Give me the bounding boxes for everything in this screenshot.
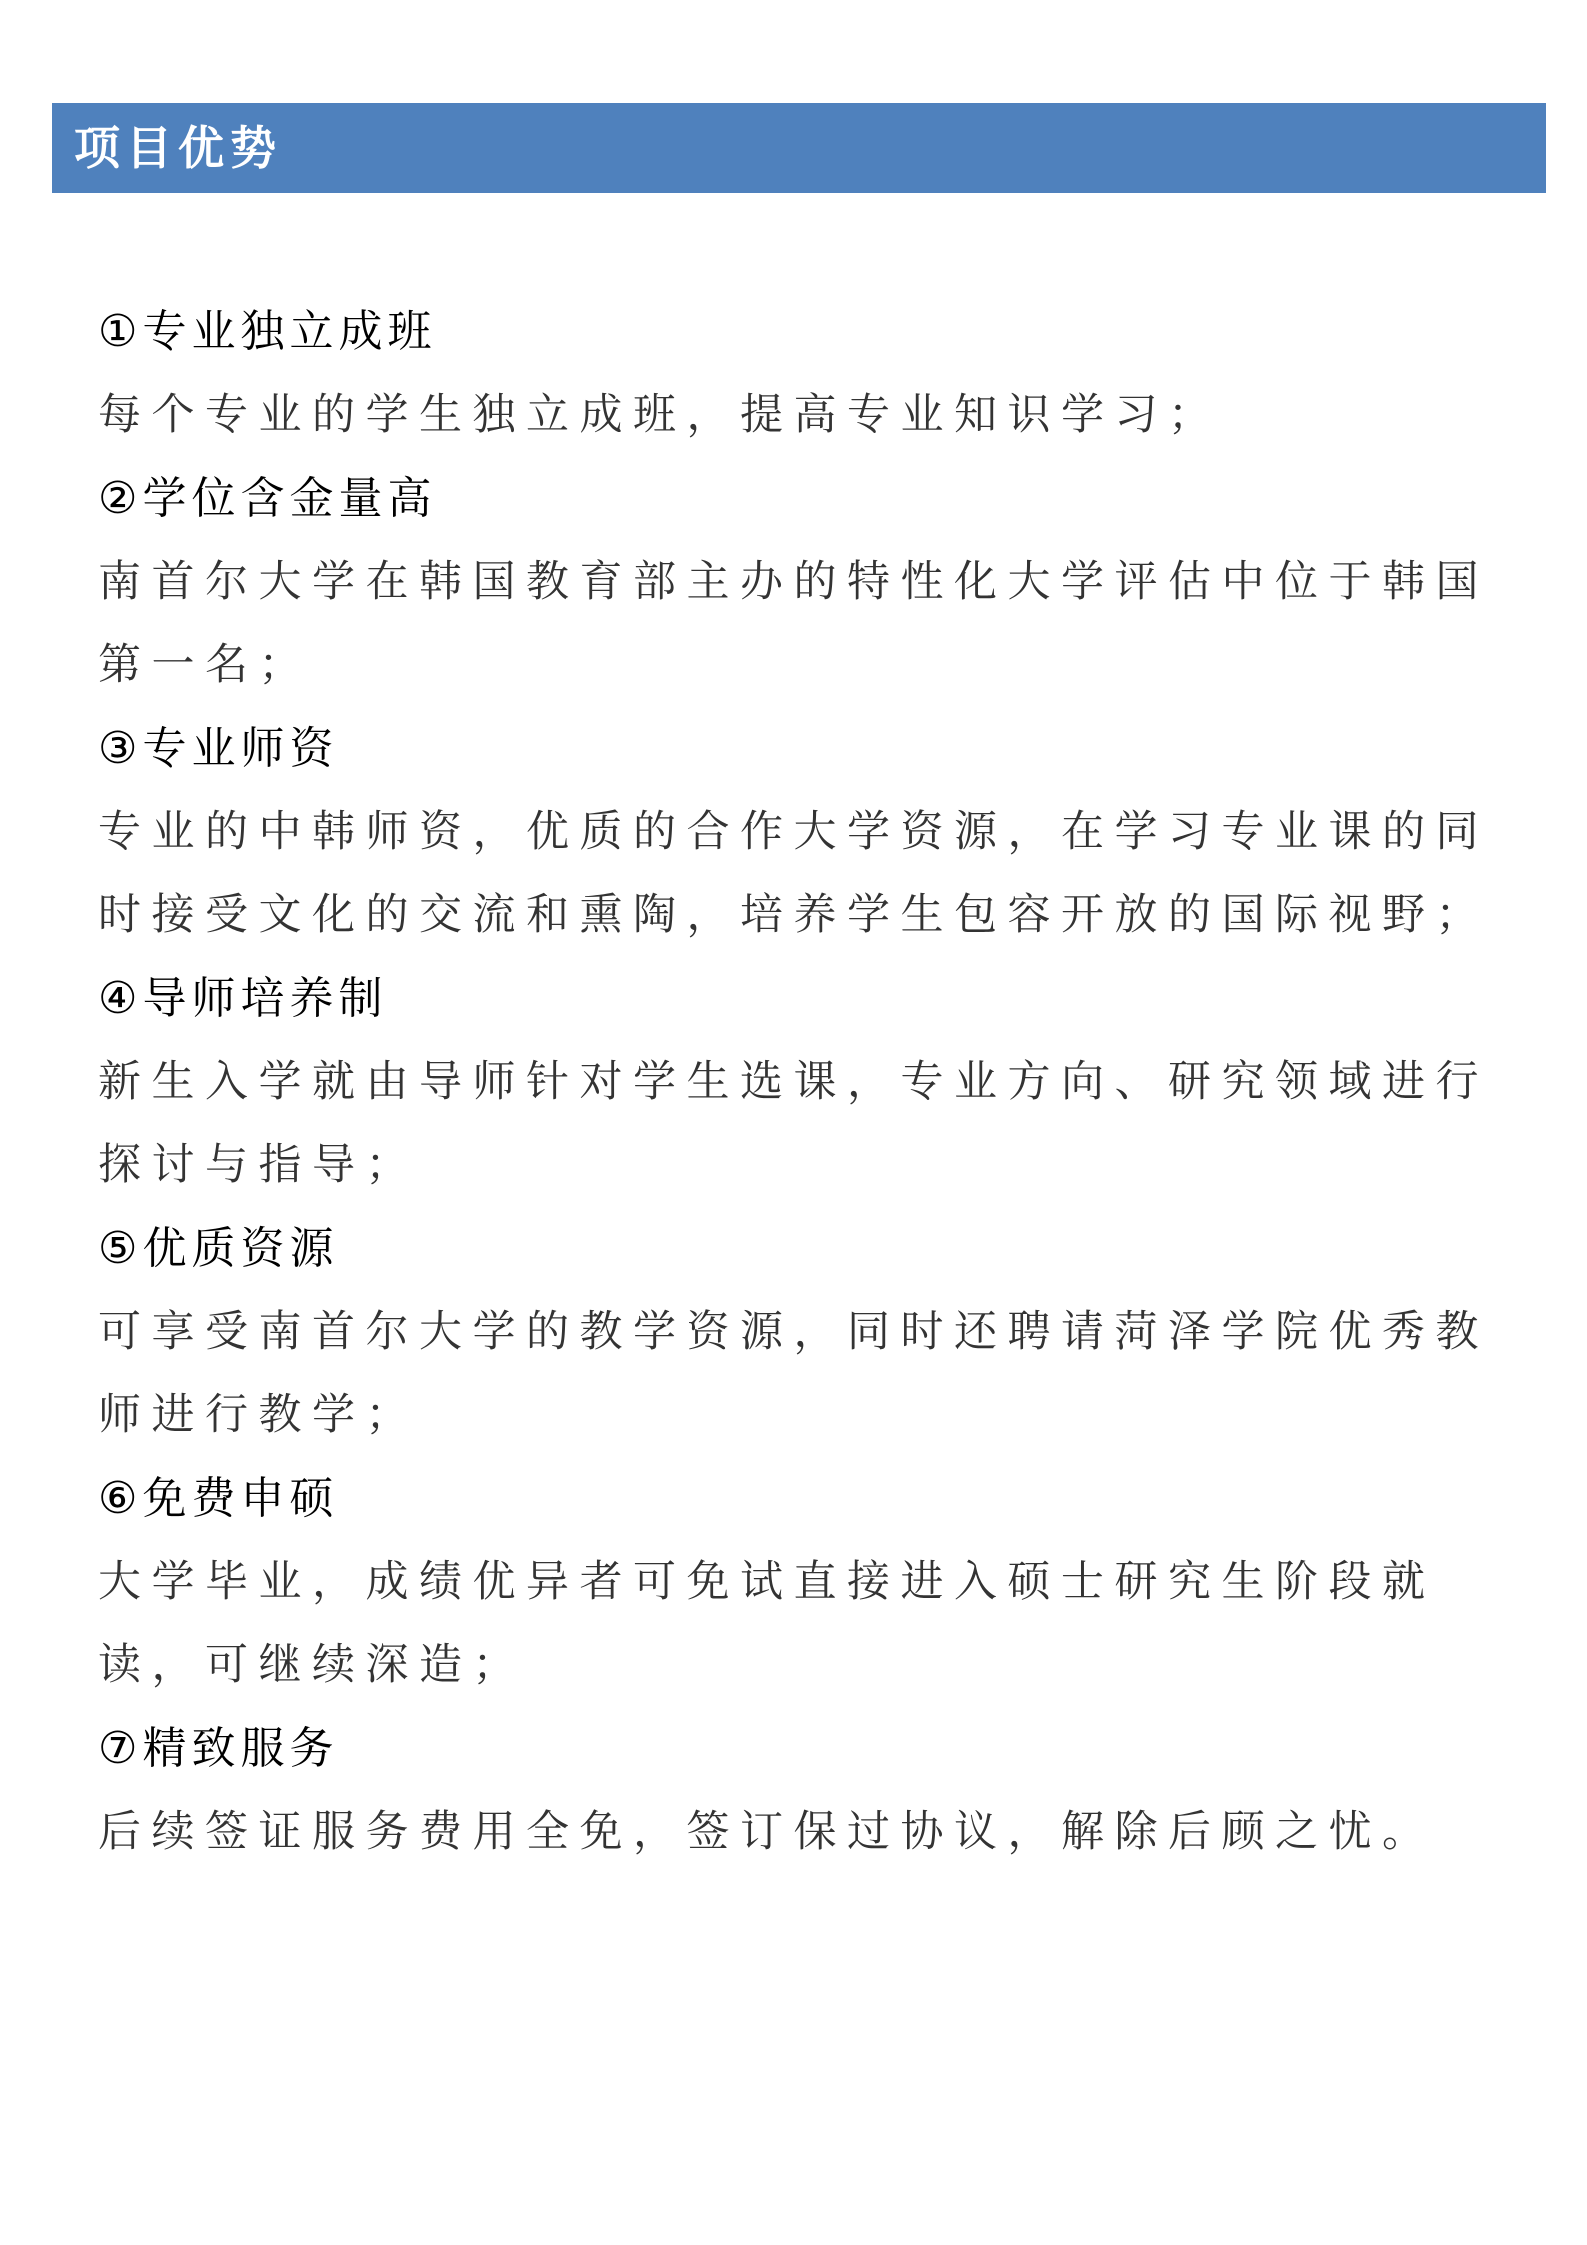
advantage-item bbox=[98, 707, 1498, 957]
advantage-heading: ⑥免费申硕 bbox=[98, 1473, 339, 1524]
advantage-heading: ⑦精致服务 bbox=[98, 1723, 339, 1774]
section-header bbox=[52, 103, 1546, 193]
section-title: 项目优势 bbox=[74, 121, 282, 175]
advantage-heading: ③专业师资 bbox=[98, 723, 339, 774]
advantage-description: 南首尔大学在韩国教育部主办的特性化大学评估中位于韩国第一名； bbox=[98, 557, 1489, 690]
advantage-heading: ④导师培养制 bbox=[98, 973, 388, 1024]
advantage-item bbox=[98, 1707, 1498, 1874]
advantage-description: 可享受南首尔大学的教学资源，同时还聘请菏泽学院优秀教师进行教学； bbox=[98, 1307, 1489, 1440]
advantage-heading: ①专业独立成班 bbox=[98, 306, 437, 357]
advantage-description: 大学毕业，成绩优异者可免试直接进入硕士研究生阶段就读，可继续深造； bbox=[98, 1557, 1436, 1690]
advantage-description: 后续签证服务费用全免，签订保过协议，解除后顾之忧。 bbox=[98, 1807, 1436, 1857]
advantage-heading: ⑤优质资源 bbox=[98, 1223, 339, 1274]
advantage-description: 专业的中韩师资，优质的合作大学资源，在学习专业课的同时接受文化的交流和熏陶，培养学生包容开放的国际视野； bbox=[98, 807, 1489, 940]
advantages-list bbox=[98, 290, 1498, 1874]
advantage-description: 新生入学就由导师针对学生选课，专业方向、研究领域进行探讨与指导； bbox=[98, 1057, 1489, 1190]
advantage-item bbox=[98, 290, 1498, 457]
advantage-item bbox=[98, 457, 1498, 707]
advantage-item bbox=[98, 1207, 1498, 1457]
advantage-item bbox=[98, 957, 1498, 1207]
advantage-heading: ②学位含金量高 bbox=[98, 473, 437, 524]
advantage-description: 每个专业的学生独立成班，提高专业知识学习； bbox=[98, 390, 1222, 440]
advantage-item bbox=[98, 1457, 1498, 1707]
